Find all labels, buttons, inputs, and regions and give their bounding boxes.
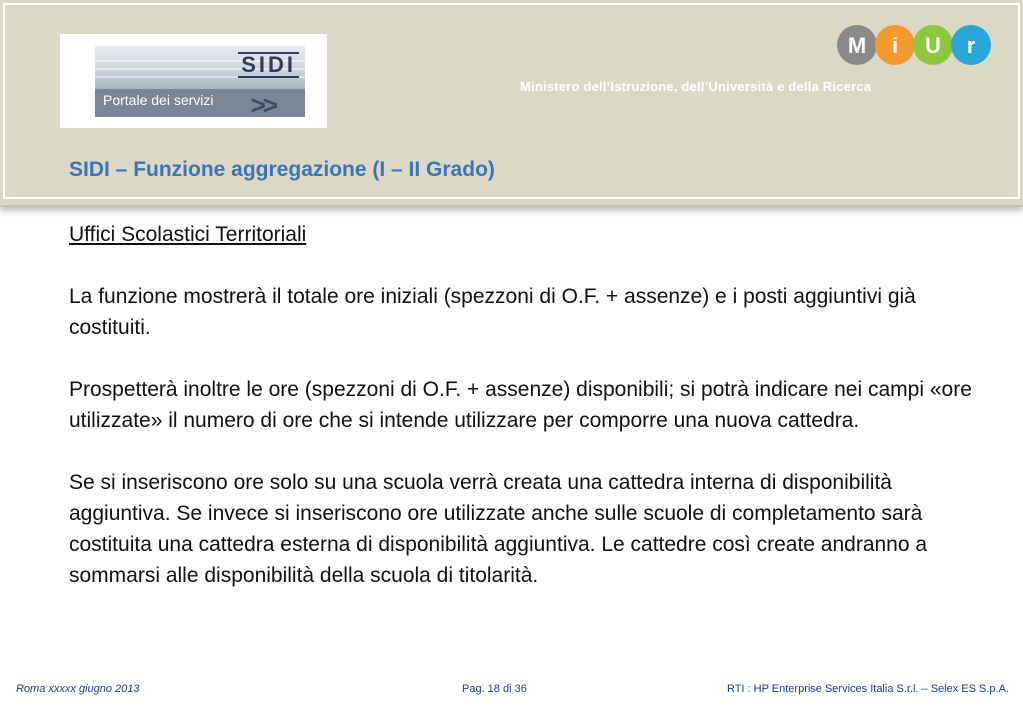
logo-sidi-text: SIDI (238, 52, 299, 78)
ministry-name: Ministero dell’Istruzione, dell’Università e della Ricerca (520, 79, 872, 94)
paragraph-1: La funzione mostrerà il totale ore iniziali (spezzoni di O.F. + assenze) e i posti aggiuntivi già costituiti. (69, 285, 916, 339)
footer-page-number: Pag. 18 di 36 (462, 683, 527, 695)
paragraph-2: Prospetterà inoltre le ore (spezzoni di O.F. + assenze) disponibili; si potrà indicare nei campi «ore utilizzate» il numero di ore che si intende utilizzare per comporre una nuova cattedra. (69, 378, 972, 432)
logo-portal-text: Portale dei servizi (95, 89, 305, 117)
sidi-portal-logo (60, 34, 327, 128)
miur-logo (836, 22, 991, 68)
miur-letter: M (847, 33, 867, 58)
footer-date: Roma xxxxx giugno 2013 (16, 683, 140, 695)
miur-letter: i (891, 33, 899, 58)
logo-arrows-icon: >> (250, 90, 275, 117)
footer-company: RTI : HP Enterprise Services Italia S.r.l. – Selex ES S.p.A. (726, 683, 1009, 695)
paragraph-3: Se si inseriscono ore solo su una scuola verrà creata una cattedra interna di disponibilità aggiuntiva. Se invece si inseriscono ore utilizzate anche sulle scuole di completamento sarà costituita una cattedra esterna di disponibilità aggiuntiva. Le cattedre così create andranno a sommarsi alle disponibilità della scuola di titolarità. (69, 471, 928, 587)
miur-letter: r (966, 33, 976, 58)
miur-letter: U (925, 33, 941, 58)
logo-banner (95, 46, 305, 117)
slide-body (69, 219, 989, 622)
subheading: Uffici Scolastici Territoriali (69, 223, 307, 246)
slide-title: SIDI – Funzione aggregazione (I – II Grado) (69, 158, 495, 181)
